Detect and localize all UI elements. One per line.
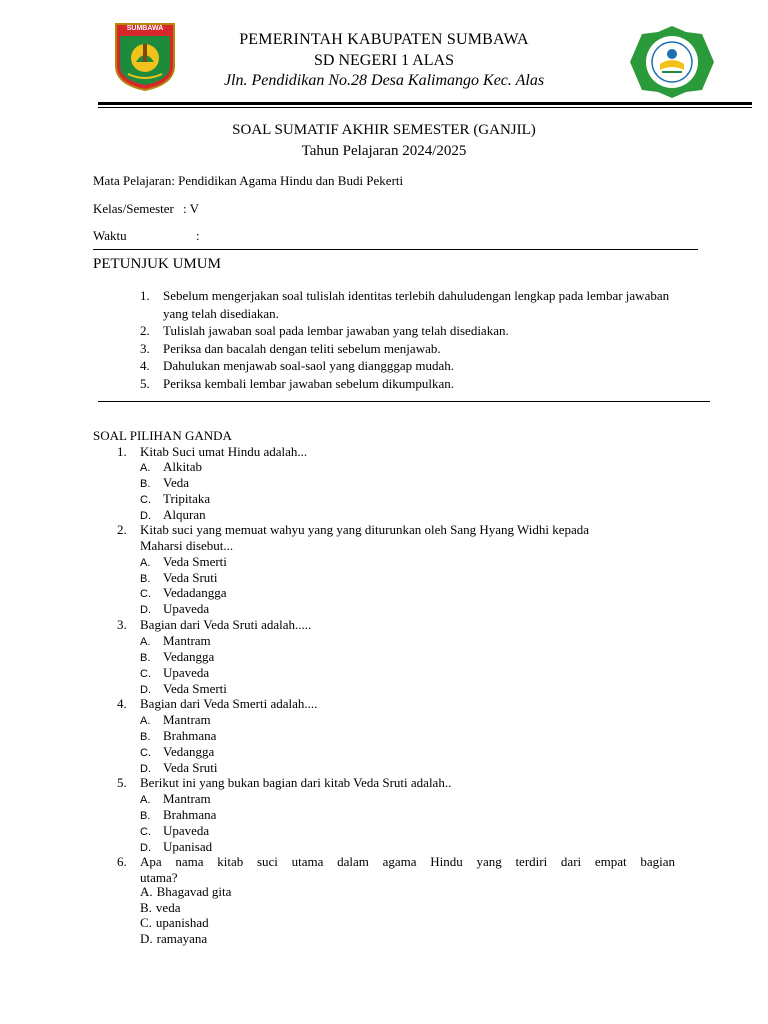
question-3: 3. Bagian dari Veda Sruti adalah..... bbox=[117, 617, 312, 632]
option: A. Mantram bbox=[140, 791, 211, 806]
option: A. Alkitab bbox=[140, 459, 202, 474]
time-value: : bbox=[196, 228, 200, 243]
header-rule-thick bbox=[98, 102, 752, 105]
option: C. upanishad bbox=[140, 915, 209, 930]
class-label: Kelas/Semester bbox=[93, 201, 174, 216]
question-5: 5. Berikut ini yang bukan bagian dari kitab Veda Sruti adalah.. bbox=[117, 775, 452, 790]
option: C. Upaveda bbox=[140, 665, 210, 680]
multiple-choice-title: SOAL PILIHAN GANDA bbox=[93, 428, 232, 443]
option: A. Veda Smerti bbox=[140, 554, 227, 569]
direction-item: 2. Tulislah jawaban soal pada lembar jawaban yang telah disediakan. bbox=[140, 323, 509, 338]
option: D. Veda Sruti bbox=[140, 760, 218, 775]
class-line bbox=[93, 201, 199, 217]
option: A. Bhagavad gita bbox=[140, 884, 232, 899]
subject-line: Mata Pelajaran: Pendidikan Agama Hindu dan Budi Pekerti bbox=[93, 173, 404, 188]
option: A. Mantram bbox=[140, 712, 211, 727]
option: B. Brahmana bbox=[140, 807, 217, 822]
direction-item: 1. Sebelum mengerjakan soal tulislah identitas terlebih dahuludengan lengkap pada lembar jawaban yang telah disediakan. bbox=[140, 288, 670, 321]
direction-item: 3. Periksa dan bacalah dengan teliti sebelum menjawab. bbox=[140, 340, 441, 356]
option: B. Veda bbox=[140, 475, 189, 490]
option: D. Upaveda bbox=[140, 601, 210, 616]
meta-divider bbox=[93, 249, 698, 250]
option: D. ramayana bbox=[140, 931, 208, 946]
question-2: 2. Kitab suci yang memuat wahyu yang yang diturunkan oleh Sang Hyang Widhi kepada Maharsi disebut... bbox=[117, 522, 590, 553]
option: A. Mantram bbox=[140, 633, 211, 648]
class-value: : V bbox=[183, 201, 200, 216]
direction-item: 4. Dahulukan menjawab soal-saol yang diangggap mudah. bbox=[140, 358, 454, 373]
exam-title: SOAL SUMATIF AKHIR SEMESTER (GANJIL) bbox=[232, 122, 536, 138]
directions-title: PETUNJUK UMUM bbox=[93, 256, 221, 272]
option: C. Vedadangga bbox=[140, 585, 227, 600]
option: B. Brahmana bbox=[140, 728, 217, 743]
option: D. Upanisad bbox=[140, 839, 213, 854]
header-school-name: SD NEGERI 1 ALAS bbox=[313, 52, 454, 69]
option: B. Veda Sruti bbox=[140, 570, 218, 585]
question-1: 1. Kitab Suci umat Hindu adalah... bbox=[117, 444, 308, 459]
option: B. veda bbox=[140, 900, 181, 915]
header-rule-thin bbox=[98, 107, 752, 108]
header-government: PEMERINTAH KABUPATEN SUMBAWA bbox=[239, 31, 529, 48]
directions-list bbox=[140, 287, 680, 392]
option: D. Veda Smerti bbox=[140, 681, 227, 696]
time-label: Waktu bbox=[93, 228, 127, 243]
direction-item: 5. Periksa kembali lembar jawaban sebelum dikumpulkan. bbox=[140, 375, 454, 391]
option: B. Vedangga bbox=[140, 649, 215, 664]
question-6: 6. Apa nama kitab suci utama dalam agama Hindu yang terdiri dari empat bagian utama? bbox=[117, 854, 675, 885]
academic-year: Tahun Pelajaran 2024/2025 bbox=[301, 143, 467, 159]
option: C. Upaveda bbox=[140, 823, 210, 838]
section-divider bbox=[98, 401, 710, 402]
option: C. Tripitaka bbox=[140, 491, 211, 506]
question-4: 4. Bagian dari Veda Smerti adalah.... bbox=[117, 696, 318, 711]
option: C. Vedangga bbox=[140, 744, 215, 759]
time-line bbox=[93, 228, 200, 244]
logo-left-caption: SUMBAWA bbox=[126, 25, 164, 32]
header-address: Jln. Pendidikan No.28 Desa Kalimango Kec. Alas bbox=[223, 72, 545, 89]
option: D. Alquran bbox=[140, 507, 206, 522]
